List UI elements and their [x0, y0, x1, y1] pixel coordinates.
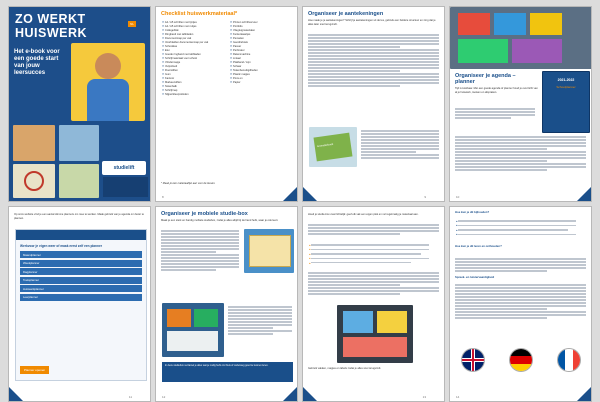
page-intro: Hoe maak je je aantekeningen? Schrijf je aantekeningen uit de les, gebruik een heldere structuur en zorg dat je alles later snel terugvindt. — [308, 19, 436, 26]
question-heading-3: Spreek- en luistervaardigheid — [455, 275, 495, 279]
studiebox-photo-2 — [162, 303, 224, 357]
logo-text: studielift — [113, 165, 135, 171]
page-title: Organiseer je mobiele studie-box — [161, 211, 248, 217]
germany-flag-icon — [510, 349, 532, 371]
checklist-footnote: * Maak je een materiaallijst aan voor de lessen. — [161, 181, 216, 185]
cover-photo-desk — [59, 125, 99, 161]
checklist-item: ☐ Gum — [162, 73, 224, 77]
checklist-item: ☐ Printen schriftvervoer — [230, 21, 292, 25]
page-number: 12 — [162, 395, 166, 399]
planner-open-button[interactable]: Planner openen — [20, 366, 49, 374]
page-studiebox — [302, 206, 445, 402]
checklist-item: ☐ Voorblad/en documentenmap per vak — [162, 41, 224, 45]
page-title: Organiseer je agenda – planner — [455, 73, 516, 86]
website-header — [16, 230, 146, 240]
page-title: Organiseer je aantekeningen — [308, 11, 384, 17]
corner-decoration — [283, 387, 297, 401]
cover-title-2: HUISWERK — [15, 25, 88, 40]
corner-decoration — [303, 387, 317, 401]
page-number: 14 — [456, 395, 460, 399]
checklist-item: ☐ Geodriehoek — [230, 41, 292, 45]
checklist-item: ☐ Ringband met tabbladen — [162, 33, 224, 37]
menu-item[interactable]: Weekplanner — [20, 260, 142, 267]
question-heading-1: Hoe kun je dit bijhouden? — [455, 210, 490, 214]
menu-item[interactable]: Huiswerkplanner — [20, 285, 142, 292]
checklist-item: ☐ Goede ringband met tabbladen — [162, 53, 224, 57]
cover-title-1: ZO WERKT — [15, 12, 86, 26]
cover-photo-family — [59, 164, 99, 198]
page-checklist — [155, 6, 298, 202]
page-talen — [449, 206, 592, 402]
corner-decoration — [577, 187, 591, 201]
cover-photo-student — [71, 43, 145, 121]
corner-decoration — [303, 187, 317, 201]
checklist-item: ☐ Tekenbenodigdheden — [230, 69, 292, 73]
page-intro: Op onze website vind je een aantal slimme planners om mee te werken. Maak gebruik van je agenda om beter te plannen. — [14, 213, 144, 220]
page-agenda-planner — [449, 6, 592, 202]
body-text-2 — [361, 129, 439, 160]
checklist-item: ☐ A4 / A5 schriften met lijntjes — [162, 21, 224, 25]
checklist-item: ☐ Vlindermapje — [162, 61, 224, 65]
body-text — [455, 107, 535, 120]
bullet-list: ● ● ● ● ● — [309, 243, 438, 265]
checklist-item: ☐ Perforator — [230, 49, 292, 53]
body-text-2 — [455, 135, 586, 172]
checklist-item: ☐ Etui — [162, 49, 224, 53]
page-intro: Houd je studie-box overzichtelijk: geef elk vak een eigen plek en vul regelmatig je materiaal aan. — [308, 213, 419, 216]
page-aantekeningen — [302, 6, 445, 202]
checklist-item: ☐ Plakband / Lijm — [230, 61, 292, 65]
page-number: 10 — [456, 195, 460, 199]
checklist-item: ☐ Pons en — [230, 77, 292, 81]
checklist-column-1 — [162, 21, 224, 97]
page-intro: Maak je een sterk en handig mobiele studiebox, zodat je alles altijd bij de hand hebt, waar je ook leert. — [161, 219, 279, 223]
planner-year: 2021-2022 — [557, 78, 575, 82]
question-heading-2: Hoe kun je dit leren en onthouden? — [455, 244, 502, 248]
body-text-2 — [308, 271, 439, 296]
notebook-label: Groenleeboek — [316, 142, 334, 149]
checklist-item: ☐ Kantoor — [162, 77, 224, 81]
checklist-item: ☐ A4 / A5 schriften met ruitjes — [162, 25, 224, 29]
body-text — [308, 33, 439, 88]
checklist-item: ☐ Portfolio — [230, 25, 292, 29]
checklist-item: ☐ Schaar — [230, 65, 292, 69]
checklist-column-2 — [230, 21, 292, 85]
planner-book-cover — [542, 71, 590, 133]
cover-footer-band — [103, 177, 148, 197]
menu-item[interactable]: Toetsplanner — [20, 277, 142, 284]
language-badge: NL — [130, 22, 134, 26]
studiebox-photo-1 — [244, 229, 294, 273]
corner-decoration — [283, 187, 297, 201]
studiebox-note: Gebruik vakken, mapjes en labels zodat je alles snel terugvindt. — [308, 367, 382, 370]
checklist-item: ☐ Vulpotlood — [162, 65, 224, 69]
france-flag-icon — [558, 349, 580, 371]
website-box-title: Werkvoor je eigen weer of maak eerst zelf een planner — [20, 244, 102, 248]
checklist-item: ☐ Slijper/kleurpotloden — [162, 93, 224, 97]
menu-item[interactable]: Dagplanner — [20, 268, 142, 275]
uk-flag-icon — [462, 349, 484, 371]
checklist-item: ☐ Kurkenkaartjes — [230, 33, 292, 37]
body-text — [455, 257, 586, 273]
body-text-2 — [228, 305, 292, 336]
checklist-item: ☐ Documentmap per vak — [162, 37, 224, 41]
cover-photo-clock — [13, 164, 55, 198]
checklist-item: ☐ Liniaal — [230, 57, 292, 61]
checklist-item: ☐ Papier — [230, 81, 292, 85]
checklist-item: ☐ Vliegtuigmaterialen — [230, 29, 292, 33]
body-text — [308, 223, 439, 236]
checklist-item: ☐ Notenbalk — [162, 85, 224, 89]
menu-item[interactable]: Maandplanner — [20, 251, 142, 258]
page-number: 8 — [162, 195, 164, 199]
bullet-list: ● ● ● ● — [456, 219, 585, 237]
checklist-item: ☐ Plastic mapjes — [230, 73, 292, 77]
page-number: 11 — [128, 395, 132, 399]
menu-item[interactable]: Leerplanner — [20, 294, 142, 301]
checklist-item: ☐ Schrijfmap — [162, 89, 224, 93]
page-mobiele-studiebox — [155, 206, 298, 402]
checklist-item: ☐ Penselen — [230, 37, 292, 41]
studiebox-photo — [337, 305, 413, 363]
corner-decoration — [9, 387, 23, 401]
checklist-item: ☐ Fluorstiften — [162, 69, 224, 73]
checklist-item: ☐ Rekenmachine — [230, 53, 292, 57]
body-text-2 — [455, 283, 586, 320]
checklist-item: ☐ Passer — [230, 45, 292, 49]
planner-title: Schoolplanner — [556, 85, 576, 89]
studielift-logo — [102, 161, 146, 175]
website-menu — [20, 251, 142, 301]
checklist-item: ☐ Schrijfmateriaal voor school — [162, 57, 224, 61]
page-number: 9 — [424, 195, 426, 199]
storage-box-photo — [450, 7, 592, 69]
checklist-item: ☐ Markeerstiften — [162, 81, 224, 85]
cover-photo-books — [13, 125, 55, 161]
notebook-photo — [309, 127, 357, 167]
page-intro: Tijd is kostbaar. Met een goede agenda of planner houd je overzicht van al je huiswerk, toetsen en afspraken. — [455, 87, 538, 94]
checklist-item: ☐ Schoolkas — [162, 45, 224, 49]
page-website-planners — [8, 206, 151, 402]
body-text — [161, 229, 239, 272]
studiebox-note: In deze studiebox verzamel je alles wat je nodig hebt om thuis of onderweg goed te kunnen leren. — [162, 362, 293, 382]
website-screenshot — [15, 229, 147, 381]
page-title: Checklist huiswerkmateriaal* — [161, 11, 238, 17]
corner-decoration — [577, 387, 591, 401]
cover-subtitle: Het e-book voor een goede start van jouw leersucces — [14, 49, 60, 76]
page-number: 13 — [422, 395, 426, 399]
cover-page — [8, 6, 151, 202]
checklist-item: ☐ Collegeblok — [162, 29, 224, 33]
